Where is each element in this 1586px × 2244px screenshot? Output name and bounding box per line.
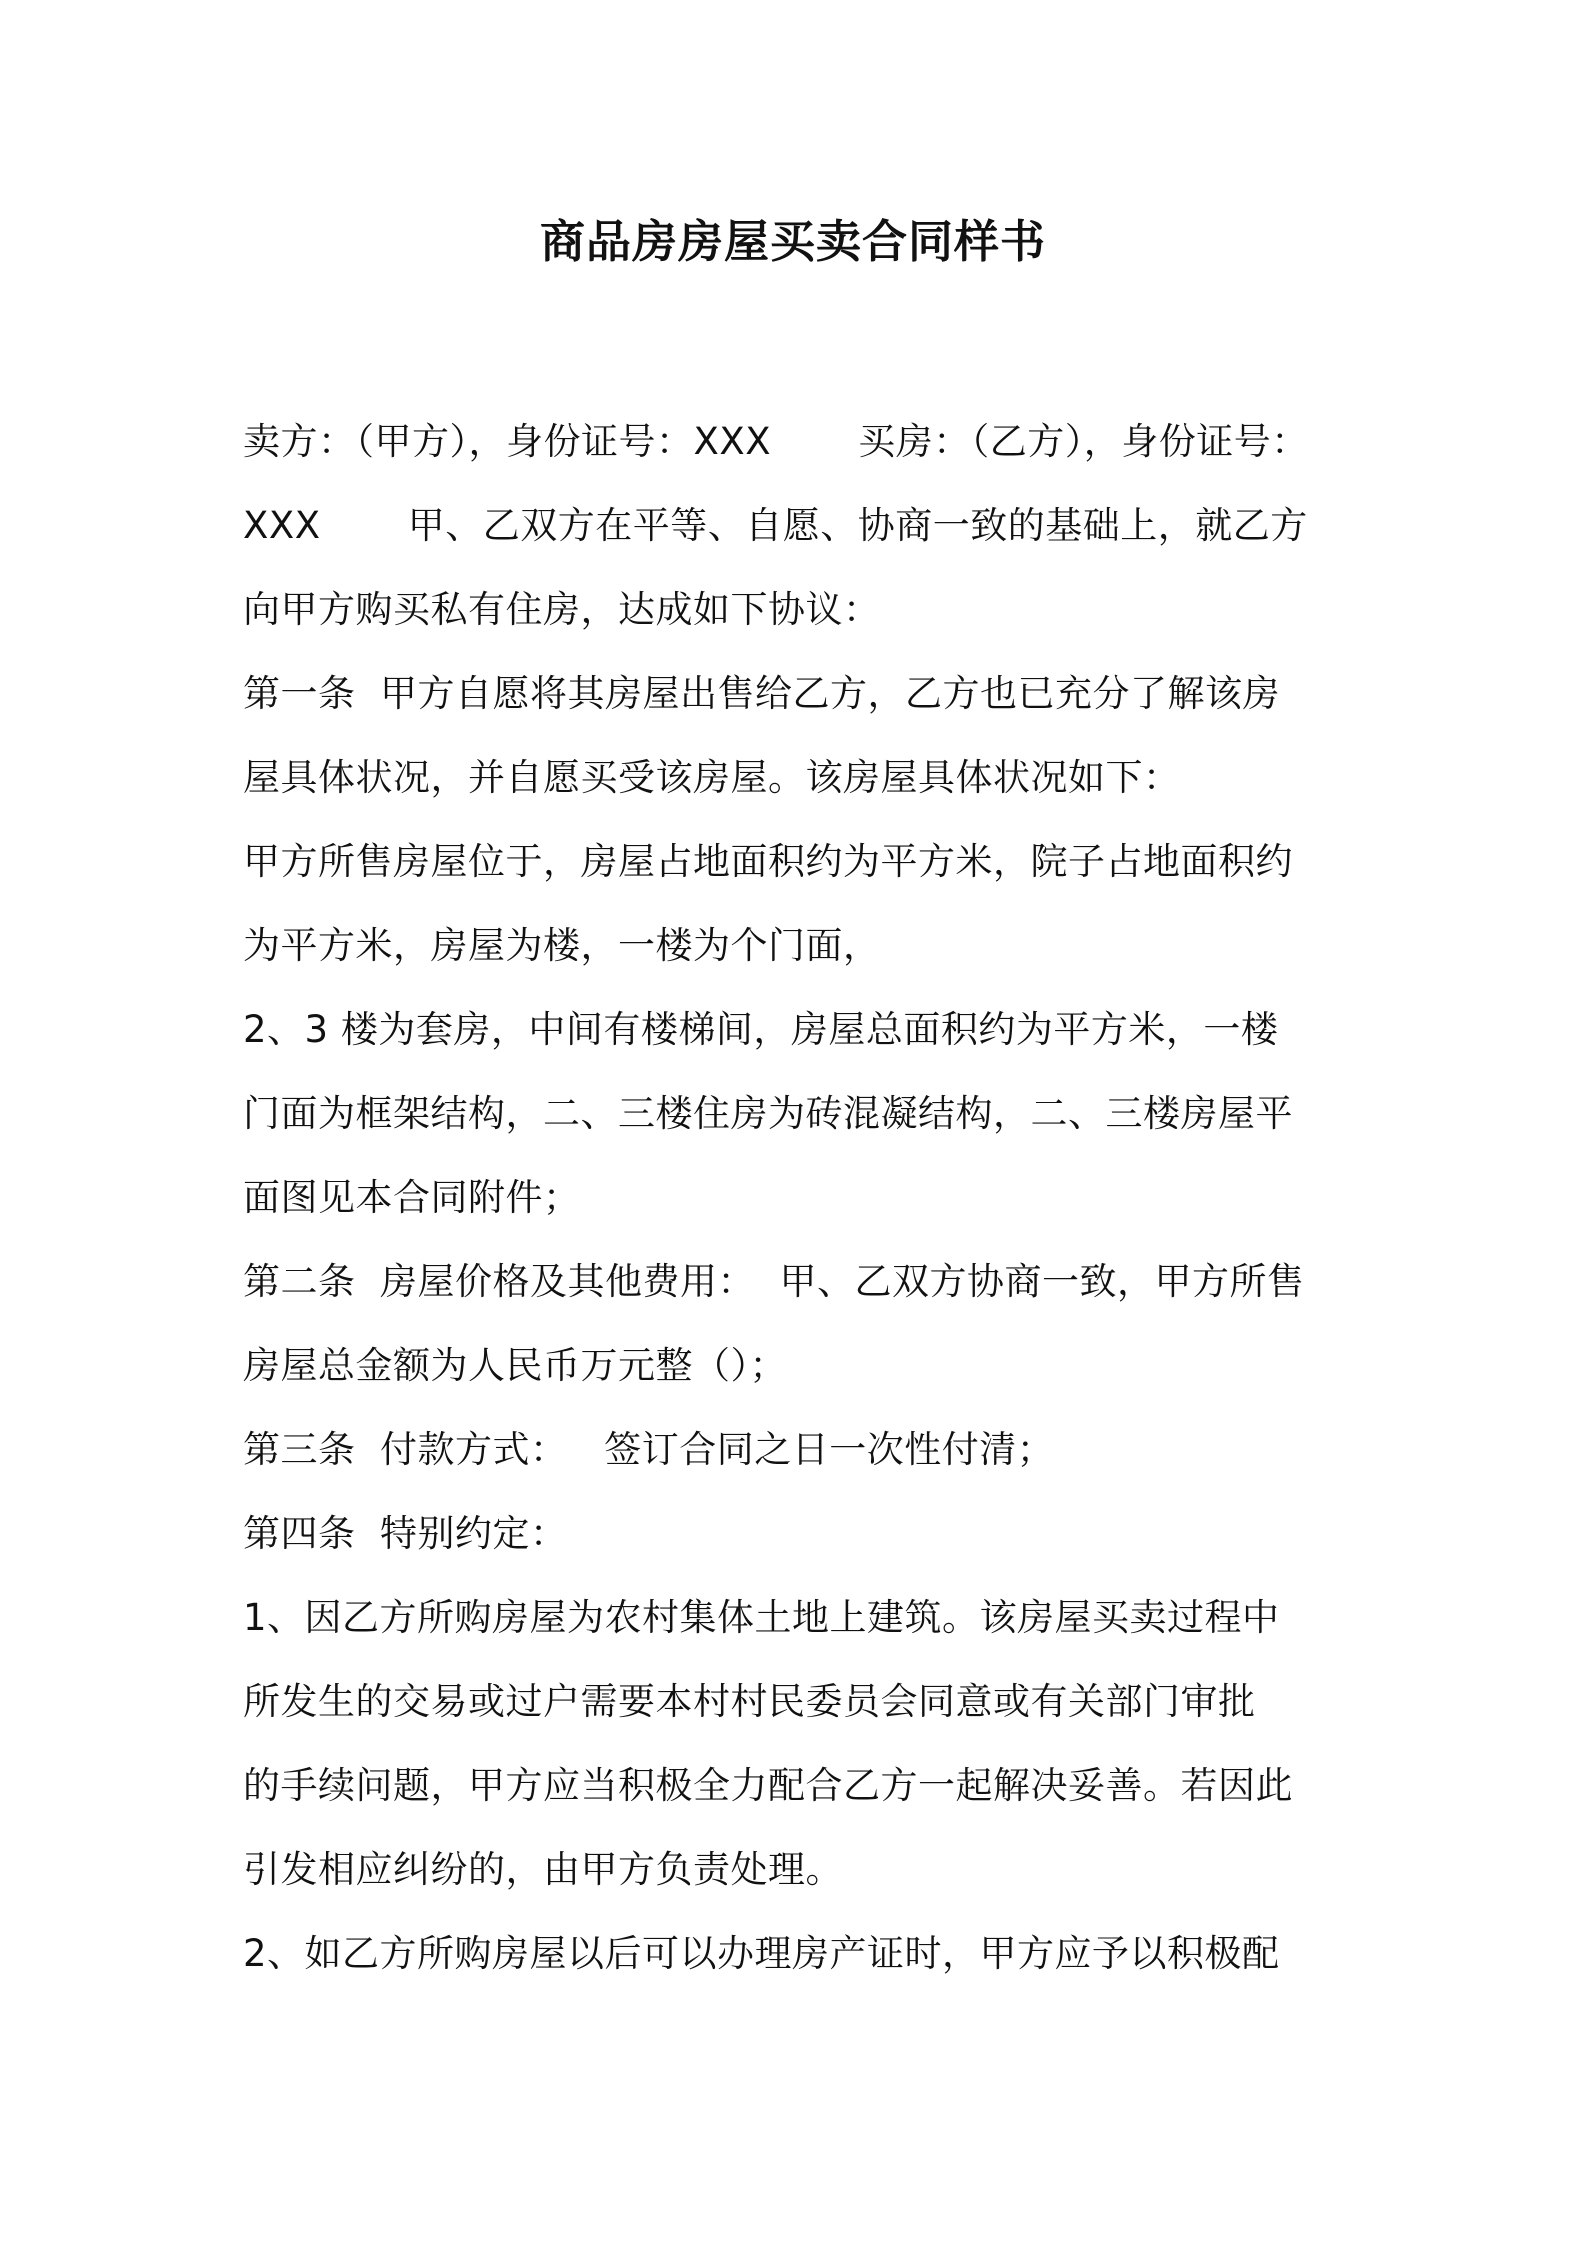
text-line: 2、如乙方所购房屋以后可以办理房产证时，甲方应予以积极配 [243, 1932, 1280, 1975]
text-line: 向甲方购买私有住房，达成如下协议： [243, 588, 881, 631]
text-line: 1、因乙方所购房屋为农村集体土地上建筑。该房屋买卖过程中 [243, 1596, 1280, 1639]
text-line: 第二条 房屋价格及其他费用： 甲、乙双方协商一致，甲方所售 [243, 1260, 1305, 1303]
document-title: 商品房房屋买卖合同样书 [539, 215, 1046, 268]
text-line: 门面为框架结构，二、三楼住房为砖混凝结构，二、三楼房屋平 [243, 1092, 1293, 1135]
text-line: 屋具体状况，并自愿买受该房屋。该房屋具体状况如下： [243, 756, 1181, 799]
text-line: 房屋总金额为人民币万元整（）； [243, 1344, 787, 1387]
text-line: 引发相应纠纷的，由甲方负责处理。 [243, 1848, 843, 1891]
text-line: 甲方所售房屋位于，房屋占地面积约为平方米，院子占地面积约 [243, 840, 1293, 883]
text-line: 第四条 特别约定： [243, 1512, 568, 1555]
text-line: 的手续问题，甲方应当积极全力配合乙方一起解决妥善。若因此 [243, 1764, 1293, 1807]
text-line: 第三条 付款方式： 签订合同之日一次性付清； [243, 1428, 1055, 1471]
text-line: 卖方：（甲方），身份证号：XXX 买房：（乙方），身份证号： [243, 420, 1309, 463]
text-line: 面图见本合同附件； [243, 1176, 581, 1219]
text-line: 2、3 楼为套房，中间有楼梯间，房屋总面积约为平方米，一楼 [243, 1008, 1279, 1051]
text-line: 所发生的交易或过户需要本村村民委员会同意或有关部门审批 [243, 1680, 1256, 1723]
text-line: 为平方米，房屋为楼，一楼为个门面， [243, 924, 881, 967]
contract-body [243, 400, 1363, 1996]
text-line: 第一条 甲方自愿将其房屋出售给乙方，乙方也已充分了解该房 [243, 672, 1281, 715]
text-line: XXX 甲、乙双方在平等、自愿、协商一致的基础上，就乙方 [243, 504, 1308, 547]
